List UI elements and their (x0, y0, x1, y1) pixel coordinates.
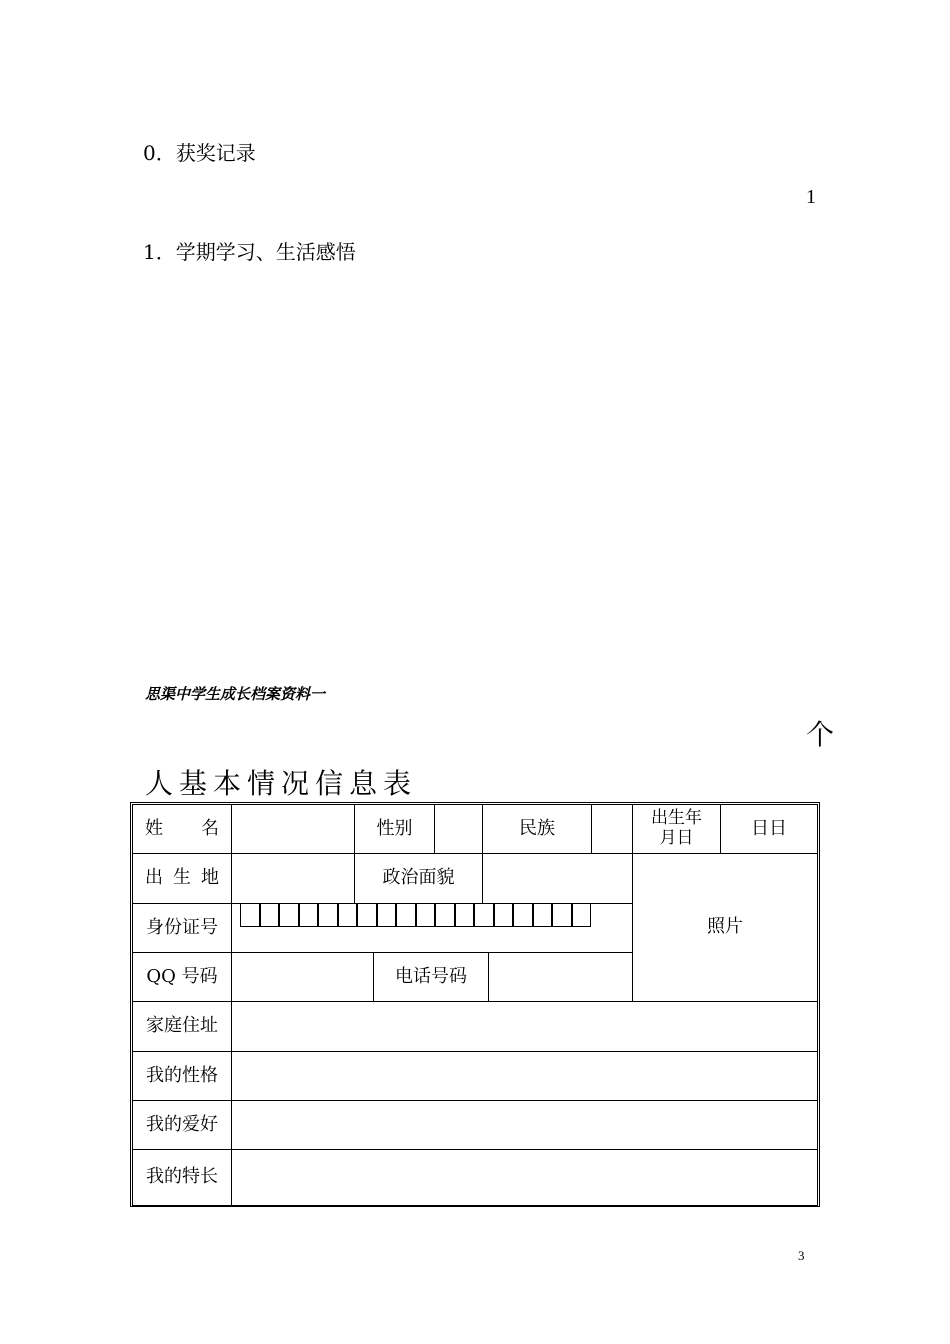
form-title: 人基本情况信息表 (145, 767, 418, 800)
political-status-label: 政治面貌 (354, 853, 483, 904)
document-header: 思渠中学生成长档案资料一 (145, 685, 326, 703)
award-record-heading: 0．获奖记录 (143, 141, 256, 165)
id-digit-box[interactable] (513, 903, 533, 927)
id-digit-box[interactable] (240, 903, 260, 927)
name-label: 姓 名 (132, 804, 232, 854)
birthplace-label: 出 生 地 (132, 853, 232, 904)
gender-label: 性别 (354, 804, 435, 854)
hobby-field[interactable] (231, 1100, 818, 1150)
id-digit-box[interactable] (533, 903, 553, 927)
birth-date-field[interactable]: 日日 (720, 804, 818, 854)
id-digit-box[interactable] (260, 903, 280, 927)
id-digit-box[interactable] (474, 903, 494, 927)
id-digit-box[interactable] (435, 903, 455, 927)
photo-area[interactable]: 照片 (632, 853, 818, 1002)
page-number: 3 (798, 1248, 805, 1263)
id-digit-box[interactable] (416, 903, 436, 927)
hobby-label: 我的爱好 (132, 1100, 232, 1150)
id-digit-box[interactable] (494, 903, 514, 927)
qq-label: QQ 号码 (132, 952, 232, 1002)
semester-reflection-heading: 1．学期学习、生活感悟 (143, 240, 356, 264)
id-digit-box[interactable] (455, 903, 475, 927)
address-field[interactable] (231, 1001, 818, 1052)
phone-field[interactable] (488, 952, 633, 1002)
political-status-field[interactable] (482, 853, 633, 904)
birth-date-label: 出生年月日 (632, 804, 721, 854)
birthplace-field[interactable] (231, 853, 355, 904)
id-digit-box[interactable] (552, 903, 572, 927)
qq-field[interactable] (231, 952, 374, 1002)
name-field[interactable] (231, 804, 355, 854)
id-digit-box[interactable] (377, 903, 397, 927)
ethnicity-field[interactable] (591, 804, 633, 854)
id-number-label: 身份证号 (132, 903, 232, 953)
specialty-label: 我的特长 (132, 1149, 232, 1206)
specialty-field[interactable] (231, 1149, 818, 1206)
id-digit-box[interactable] (299, 903, 319, 927)
side-number: 1 (806, 186, 816, 208)
personality-label: 我的性格 (132, 1051, 232, 1101)
ethnicity-label: 民族 (482, 804, 592, 854)
address-label: 家庭住址 (132, 1001, 232, 1052)
phone-label: 电话号码 (373, 952, 489, 1002)
id-digit-box[interactable] (318, 903, 338, 927)
id-digit-box[interactable] (279, 903, 299, 927)
title-first-char: 个 (806, 718, 841, 751)
id-digit-box[interactable] (357, 903, 377, 927)
id-digit-box[interactable] (338, 903, 358, 927)
id-digit-box[interactable] (572, 903, 592, 927)
id-digit-box[interactable] (396, 903, 416, 927)
gender-field[interactable] (434, 804, 483, 854)
personality-field[interactable] (231, 1051, 818, 1101)
